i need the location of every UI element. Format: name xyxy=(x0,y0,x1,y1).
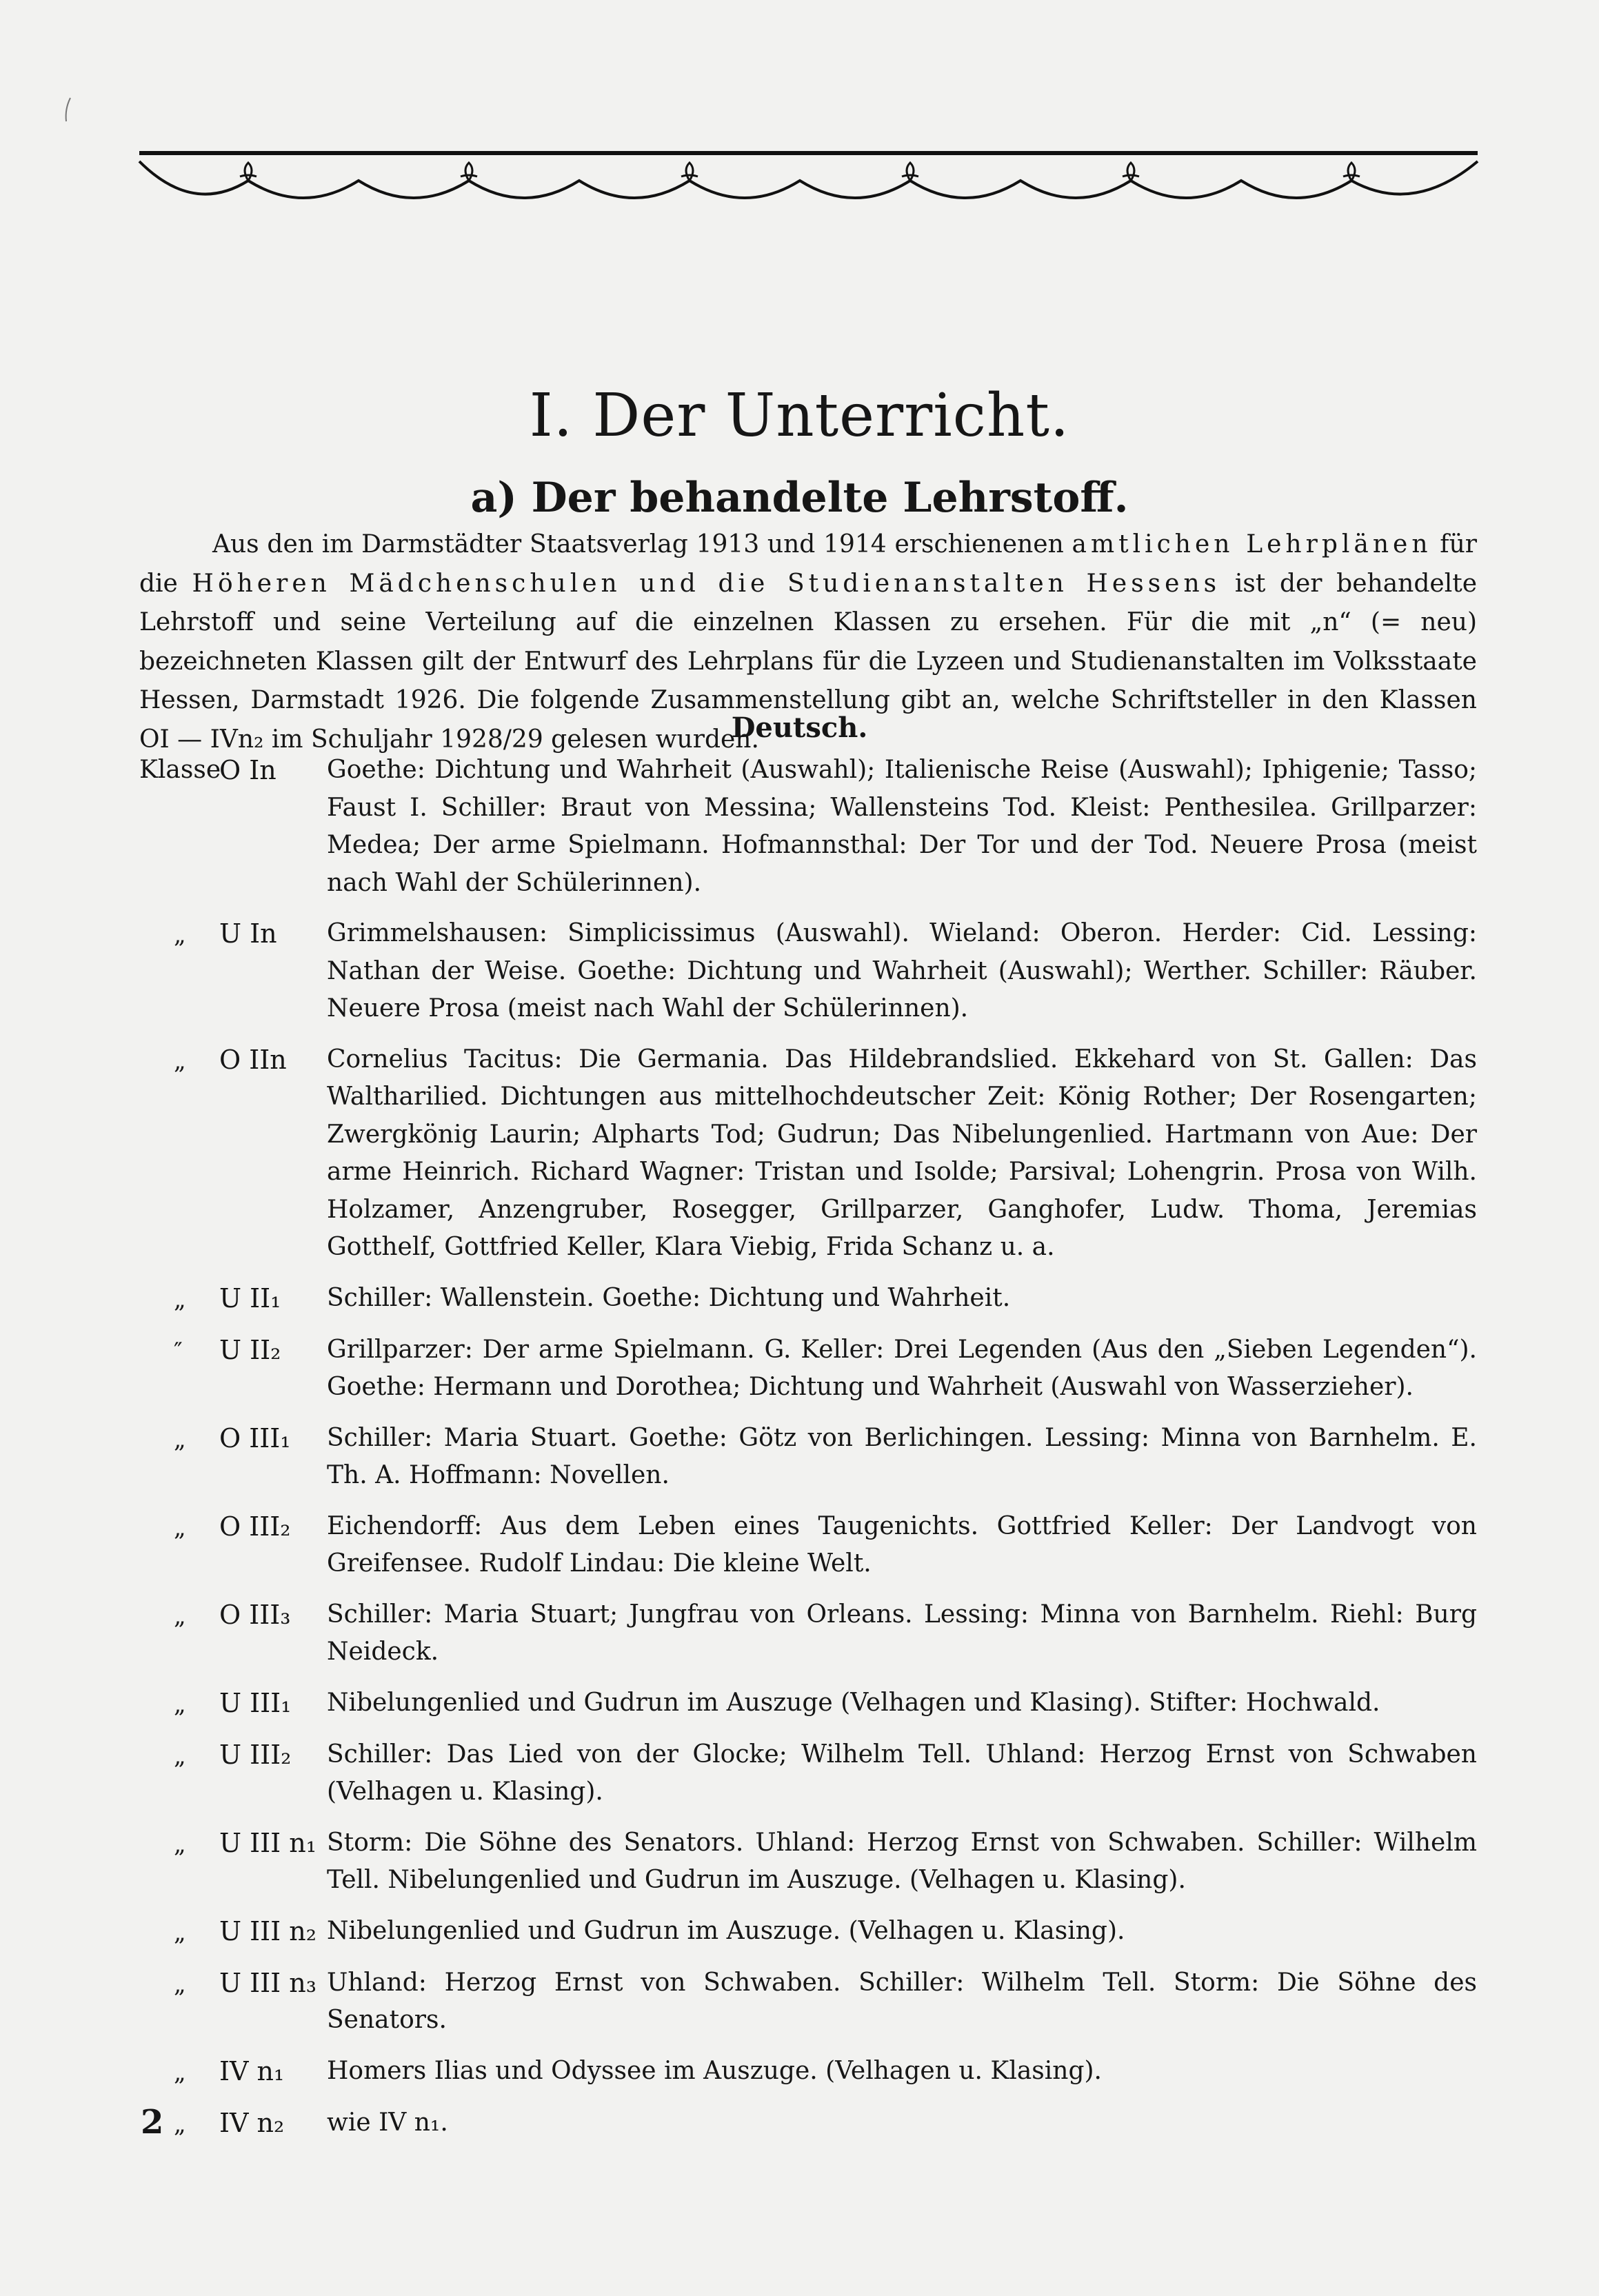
entry-text: wie IV n₁. xyxy=(327,2108,448,2137)
class-label: O III₁ xyxy=(219,1422,291,1453)
entry-text: Nibelungenlied und Gudrun im Auszuge. (Velhagen u. Klasing). xyxy=(327,1916,1125,1945)
class-label: O III₂ xyxy=(219,1511,291,1542)
reading-list-entry xyxy=(139,2053,1477,2091)
entry-text: Storm: Die Söhne des Senators. Uhland: Herzog Ernst von Schwaben. Schiller: Wilhelm Tell. Nibelungenlied und Gudrun im Auszuge. (Velhagen u. Klasing). xyxy=(327,1828,1477,1894)
ditto-mark: „ xyxy=(174,2110,186,2138)
page-number: 2 xyxy=(141,2103,164,2142)
section-subtitle: a) Der behandelte Lehrstoff. xyxy=(470,473,1129,522)
reading-list-entry xyxy=(139,1736,1477,1811)
entry-text: Nibelungenlied und Gudrun im Auszuge (Velhagen und Klasing). Stifter: Hochwald. xyxy=(327,1688,1380,1717)
reading-list-entry xyxy=(139,2104,1477,2143)
ditto-mark: „ xyxy=(174,1047,186,1075)
ditto-mark: „ xyxy=(174,1513,186,1542)
class-label: U III₁ xyxy=(219,1687,292,1718)
reading-list-entry xyxy=(139,915,1477,1028)
class-label: U II₁ xyxy=(219,1282,281,1313)
entry-text: Schiller: Maria Stuart. Goethe: Götz von Berlichingen. Lessing: Minna von Barnhelm. E. Th. A. Hoffmann: Novellen. xyxy=(327,1423,1477,1489)
class-label: U In xyxy=(219,918,277,949)
intro-text-part: für die xyxy=(139,530,1477,598)
reading-list-entry xyxy=(139,1913,1477,1951)
class-label: U II₂ xyxy=(219,1334,281,1365)
class-label: O In xyxy=(219,755,276,785)
class-label: U III₂ xyxy=(219,1739,292,1770)
reading-list-entry xyxy=(139,1331,1477,1407)
ditto-mark: „ xyxy=(174,1690,186,1718)
entry-text: Schiller: Wallenstein. Goethe: Dichtung und Wahrheit. xyxy=(327,1283,1011,1312)
reading-list-entry xyxy=(139,1280,1477,1318)
ditto-mark: „ xyxy=(174,1425,186,1453)
ditto-mark: „ xyxy=(174,1918,186,1946)
entry-text: Eichendorff: Aus dem Leben eines Taugenichts. Gottfried Keller: Der Landvogt von Greifensee. Rudolf Lindau: Die kleine Welt. xyxy=(327,1511,1477,1578)
reading-list-entry xyxy=(139,1420,1477,1495)
class-label: O IIn xyxy=(219,1044,287,1075)
entry-text: Schiller: Maria Stuart; Jungfrau von Orleans. Lessing: Minna von Barnhelm. Riehl: Burg Neideck. xyxy=(327,1600,1477,1666)
page-title: I. Der Unterricht. xyxy=(529,381,1070,450)
ditto-mark: „ xyxy=(174,1970,186,1998)
ditto-mark: „ xyxy=(174,921,186,949)
ditto-mark: ″ xyxy=(174,1337,183,1365)
ditto-mark: „ xyxy=(174,2058,186,2086)
reading-list-entry xyxy=(139,1508,1477,1583)
reading-list-entry xyxy=(139,1964,1477,2040)
intro-text-part: Aus den im Darmstädter Staatsverlag 1913 und 1914 erschienenen xyxy=(212,530,1072,558)
stray-pen-mark xyxy=(61,97,74,124)
ditto-mark: „ xyxy=(174,1285,186,1313)
entry-text: Grillparzer: Der arme Spielmann. G. Keller: Drei Legenden (Aus den „Sieben Legenden“). Goethe: Hermann und Dorothea; Dichtung und Wahrheit (Auswahl von Wasserzieher). xyxy=(327,1335,1477,1401)
decorative-border-ornament xyxy=(138,146,1479,208)
reading-list-entry xyxy=(139,1041,1477,1267)
reading-list xyxy=(139,752,1477,2156)
entry-text: Goethe: Dichtung und Wahrheit (Auswahl); Italienische Reise (Auswahl); Iphigenie; Tasso; Faust I. Schiller: Braut von Messina; Wallensteins Tod. Kleist: Penthesilea. Grillparzer: Medea; Der arme Spielmann. Hofmannsthal: Der Tor und der Tod. Neuere Prosa (meist nach Wahl der Schülerinnen). xyxy=(327,756,1477,897)
entry-text: Cornelius Tacitus: Die Germania. Das Hildebrandslied. Ekkehard von St. Gallen: Das Waltharilied. Dichtungen aus mittelhochdeutscher Zeit: König Rother; Der Rosengarten; Zwergkönig Laurin; Alpharts Tod; Gudrun; Das Nibelungenlied. Hartmann von Aue: Der arme Heinrich. Richard Wagner: Tristan und Isolde; Parsival; Lohengrin. Prosa von Wilh. Holzamer, Anzengruber, Rosegger, Grillparzer, Ganghofer, Ludw. Thoma, Jeremias Gotthelf, Gottfried Keller, Klara Viebig, Frida Schanz u. a. xyxy=(327,1045,1477,1261)
class-label: U III n₂ xyxy=(219,1915,316,1946)
class-label: U III n₃ xyxy=(219,1967,316,1998)
entry-text: Grimmelshausen: Simplicissimus (Auswahl). Wieland: Oberon. Herder: Cid. Lessing: Nathan der Weise. Goethe: Dichtung und Wahrheit (Auswahl); Werther. Schiller: Räuber. Neuere Prosa (meist nach Wahl der Schülerinnen). xyxy=(327,919,1477,1023)
klasse-prefix: Klasse xyxy=(139,756,221,784)
class-label: IV n₂ xyxy=(219,2107,285,2138)
ditto-mark: „ xyxy=(174,1742,186,1770)
ditto-mark: „ xyxy=(174,1830,186,1858)
reading-list-entry xyxy=(139,1596,1477,1671)
class-label: U III n₁ xyxy=(219,1827,316,1858)
reading-list-entry xyxy=(139,1824,1477,1900)
subject-heading: Deutsch. xyxy=(731,712,868,744)
class-label: O III₃ xyxy=(219,1599,291,1630)
ditto-mark: „ xyxy=(174,1602,186,1630)
entry-text: Homers Ilias und Odyssee im Auszuge. (Velhagen u. Klasing). xyxy=(327,2056,1102,2085)
reading-list-entry xyxy=(139,1684,1477,1723)
intro-spaced-text: Höheren Mädchenschulen und die Studienanstalten Hessens xyxy=(192,569,1221,598)
entry-text: Schiller: Das Lied von der Glocke; Wilhelm Tell. Uhland: Herzog Ernst von Schwaben (Velhagen u. Klasing). xyxy=(327,1740,1477,1806)
entry-text: Uhland: Herzog Ernst von Schwaben. Schiller: Wilhelm Tell. Storm: Die Söhne des Senators. xyxy=(327,1968,1477,2034)
class-label: IV n₁ xyxy=(219,2055,285,2086)
reading-list-entry xyxy=(139,752,1477,902)
intro-text-part: ist der behandelte Lehrstoff und seine Verteilung auf die einzelnen Klassen zu ersehen. Für die mit „n“ (= neu) bezeichneten Klassen gilt der Entwurf des Lehrplans für die Lyzeen und Studienanstalten im Volksstaate Hessen, Darmstadt 1926. Die folgende Zusammenstellung gibt an, welche Schriftsteller in den Klassen OI — IVn₂ im Schuljahr 1928/29 gelesen wurden. xyxy=(139,569,1477,754)
intro-spaced-text: amtlichen Lehrplänen xyxy=(1072,530,1432,558)
